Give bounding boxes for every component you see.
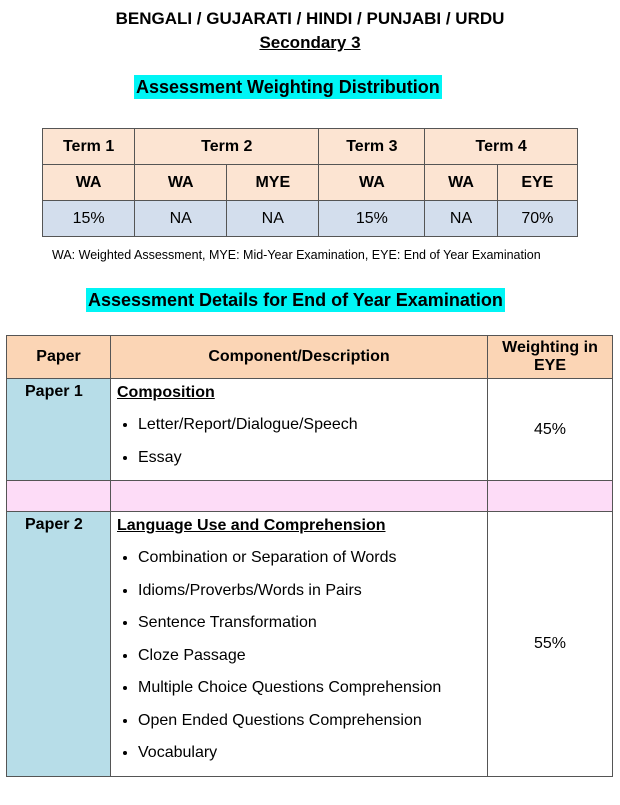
- separator-row: [7, 481, 613, 512]
- component-header: WA: [135, 165, 227, 201]
- list-item: • Combination or Separation of Words: [138, 542, 487, 575]
- details-header-row: [7, 336, 613, 379]
- paper-row: [7, 379, 613, 481]
- column-header: Paper: [7, 336, 111, 379]
- component-header: WA: [43, 165, 135, 201]
- value-row: [43, 201, 578, 237]
- separator-cell: [111, 481, 488, 512]
- term-header: Term 3: [319, 129, 425, 165]
- term-header: Term 1: [43, 129, 135, 165]
- list-item: • Open Ended Questions Comprehension: [138, 705, 487, 738]
- weight-value: NA: [425, 201, 497, 237]
- component-list: [117, 409, 487, 474]
- weight-value: 15%: [43, 201, 135, 237]
- weight-value: 15%: [319, 201, 425, 237]
- weight-value: 70%: [497, 201, 577, 237]
- column-header: Component/Description: [111, 336, 488, 379]
- list-item: • Letter/Report/Dialogue/Speech: [138, 409, 487, 442]
- weight-value: NA: [227, 201, 319, 237]
- column-header: Weighting in EYE: [488, 336, 613, 379]
- details-heading: Assessment Details for End of Year Examination: [88, 290, 503, 310]
- list-item: • Idioms/Proverbs/Words in Pairs: [138, 575, 487, 608]
- list-item: • Sentence Transformation: [138, 607, 487, 640]
- weighting-table: [42, 128, 578, 237]
- details-table: [6, 335, 613, 777]
- component-row: [43, 165, 578, 201]
- component-header: EYE: [497, 165, 577, 201]
- separator-cell: [488, 481, 613, 512]
- paper-row: [7, 512, 613, 777]
- term-header: Term 4: [425, 129, 578, 165]
- list-item: • Vocabulary: [138, 737, 487, 770]
- term-header: Term 2: [135, 129, 319, 165]
- component-title: Composition: [117, 384, 215, 401]
- paper-weight: 45%: [488, 379, 613, 481]
- paper-label: Paper 2: [7, 512, 111, 777]
- component-cell: [111, 512, 488, 777]
- weighting-heading: Assessment Weighting Distribution: [136, 77, 440, 97]
- component-title: Language Use and Comprehension: [117, 517, 386, 534]
- abbreviation-note: WA: Weighted Assessment, MYE: Mid-Year Examination, EYE: End of Year Examination: [52, 248, 541, 262]
- component-list: [117, 542, 487, 770]
- paper-weight: 55%: [488, 512, 613, 777]
- weight-value: NA: [135, 201, 227, 237]
- list-item: • Multiple Choice Questions Comprehension: [138, 672, 487, 705]
- separator-cell: [7, 481, 111, 512]
- subject-title: BENGALI / GUJARATI / HINDI / PUNJABI / URDU: [115, 9, 505, 28]
- paper-label: Paper 1: [7, 379, 111, 481]
- level-title: Secondary 3: [259, 33, 361, 52]
- component-header: WA: [425, 165, 497, 201]
- component-header: MYE: [227, 165, 319, 201]
- list-item: • Essay: [138, 442, 487, 475]
- component-header: WA: [319, 165, 425, 201]
- list-item: • Cloze Passage: [138, 640, 487, 673]
- component-cell: [111, 379, 488, 481]
- term-row: [43, 129, 578, 165]
